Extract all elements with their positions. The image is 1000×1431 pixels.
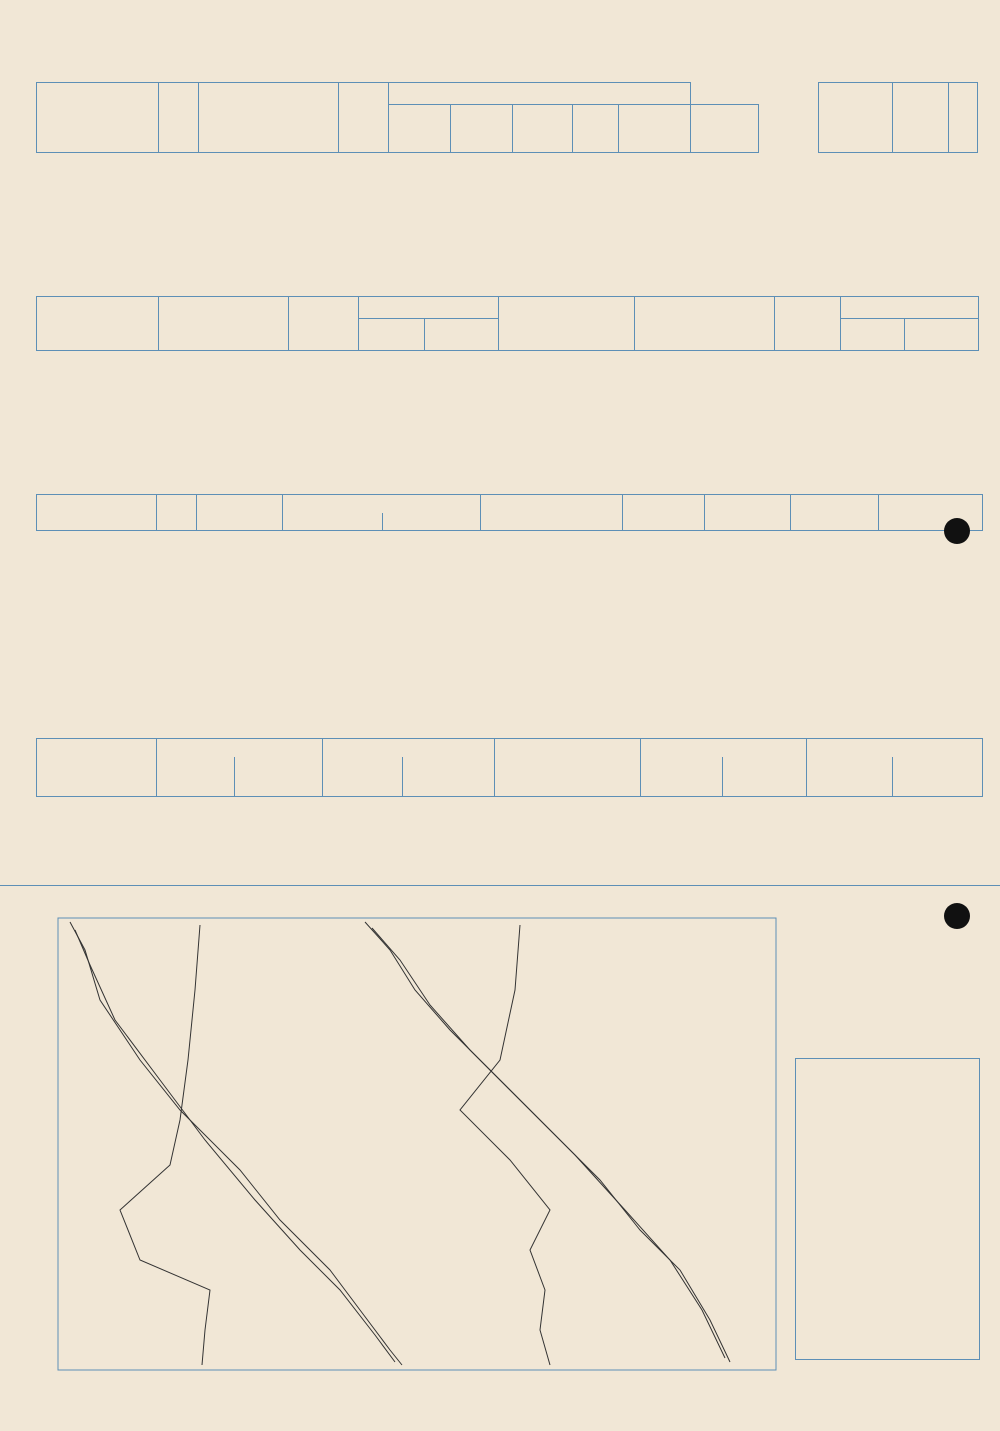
temp-curve-left-2 (75, 930, 395, 1362)
eb-col-d10 (623, 495, 705, 531)
as-col-mauf-2 (807, 757, 893, 797)
col-station (37, 83, 159, 153)
aus-col-max (425, 319, 499, 351)
as-col-sonne (157, 739, 323, 757)
as-col-auf (157, 757, 235, 797)
col-tief-group (691, 83, 819, 105)
col-schnee (949, 83, 978, 153)
punch-hole-top (944, 518, 970, 544)
as-col-mond-2 (807, 739, 983, 757)
as-col-station (37, 739, 157, 797)
station-legend (828, 908, 894, 957)
page-title (0, 48, 1000, 69)
as-col-mauf (323, 757, 403, 797)
col-wind (339, 83, 389, 153)
luftdruck-erdboden-table (36, 494, 983, 531)
col-wetter (199, 83, 339, 153)
col-t2m (389, 105, 451, 153)
ld-col-meer (283, 495, 481, 513)
as-col-munter-2 (893, 757, 983, 797)
bemerkungen-title (796, 1059, 979, 1067)
temp-curve-left-1 (70, 922, 402, 1365)
temp-curve-right-2 (372, 928, 725, 1358)
col-sonne (819, 83, 893, 153)
temp-curve-right-1 (365, 922, 730, 1362)
aus-col-t7 (359, 319, 425, 351)
as-col-sonne-2 (641, 739, 807, 757)
astro-table (36, 738, 983, 797)
col-mittel (573, 105, 619, 153)
inland-table (36, 82, 978, 153)
col-hoehe (159, 83, 199, 153)
ld-col-mm (197, 495, 283, 531)
aus-col-t7-2 (841, 319, 905, 351)
aus-col-temp (359, 297, 499, 319)
aus-col-max-2 (905, 319, 979, 351)
ausland-table (36, 296, 979, 351)
aus-col-station (37, 297, 159, 351)
bemerkungen-box (795, 1058, 980, 1360)
ld-col-barom (157, 495, 197, 531)
eb-col-d20 (705, 495, 791, 531)
as-col-munter (403, 757, 495, 797)
aus-col-temp-2 (841, 297, 979, 319)
bemerkungen-text (796, 1067, 979, 1083)
as-col-unter (235, 757, 323, 797)
eb-col-d50 (791, 495, 879, 531)
as-col-unter-2 (723, 757, 807, 797)
as-col-mond (323, 739, 495, 757)
as-col-auf-2 (641, 757, 723, 797)
atmosphere-diagram (30, 910, 790, 1385)
col-nieder (893, 83, 949, 153)
as-col-station-2 (495, 739, 641, 797)
col-hoechste (513, 105, 573, 153)
ld-col-mm2 (283, 513, 383, 531)
aus-col-wind (289, 297, 359, 351)
ld-col-mb (383, 513, 481, 531)
aus-col-wind-2 (775, 297, 841, 351)
punch-hole-bottom (944, 903, 970, 929)
aus-col-wetter-2 (635, 297, 775, 351)
dewpoint-curve-right (460, 925, 550, 1365)
col-taupunkt (451, 105, 513, 153)
legend-kennziffer (828, 908, 868, 940)
col-tief2m (619, 105, 691, 153)
dewpoint-curve-left (120, 925, 210, 1365)
aus-col-station-2 (499, 297, 635, 351)
col-temp-group (389, 83, 691, 105)
ld-col-station (37, 495, 157, 531)
aus-col-wetter (159, 297, 289, 351)
eb-col-station (481, 495, 623, 531)
col-tiefboden (691, 105, 759, 153)
section-divider (0, 885, 1000, 886)
